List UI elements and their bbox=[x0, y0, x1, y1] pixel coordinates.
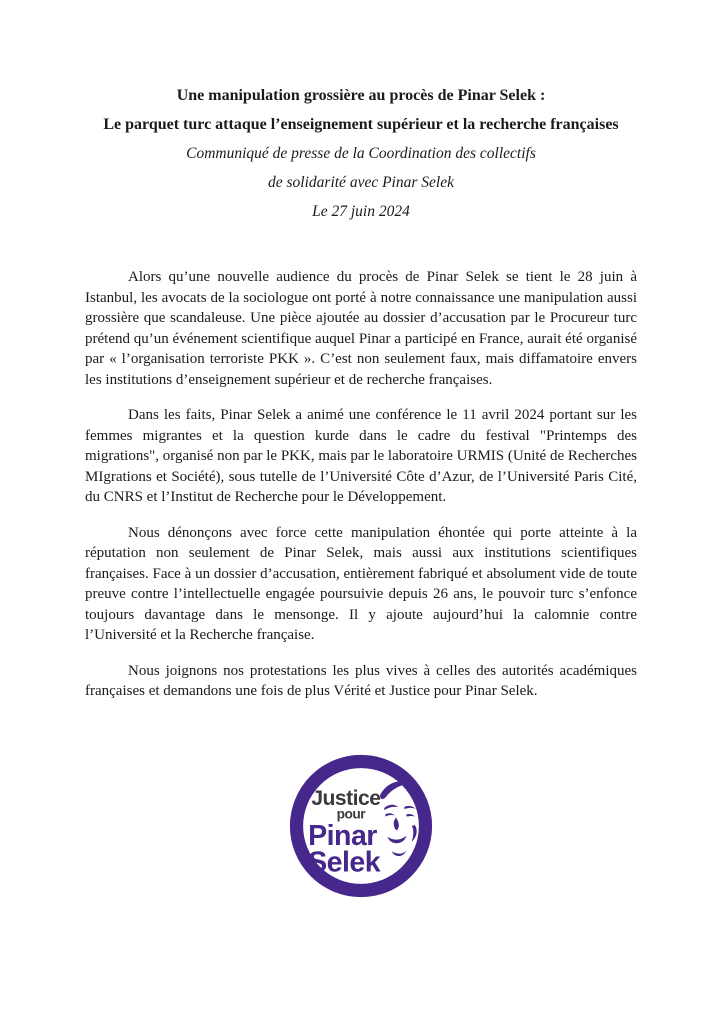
date-line: Le 27 juin 2024 bbox=[312, 203, 410, 220]
body-text bbox=[85, 267, 637, 702]
logo-word-pinar: Pinar bbox=[308, 819, 377, 852]
paragraph-3: Nous dénonçons avec force cette manipulation éhontée qui porte atteinte à la réputation non seulement de Pinar Selek, mais aussi aux institutions scientifiques françaises. Face à un dossier d’accusation, entièrement fabriqué et absolument vide de toute preuve contre l’intellectuelle engagée poursuivie depuis 26 ans, le pouvoir turc s’enfonce toujours davantage dans le mensonge. Il y ajoute aujourd’hui la calomnie contre l’Université et la Recherche française. bbox=[85, 524, 637, 643]
subtitle-line-2: de solidarité avec Pinar Selek bbox=[268, 174, 454, 191]
paragraph-1: Alors qu’une nouvelle audience du procès de Pinar Selek se tient le 28 juin à Istanbul, les avocats de la sociologue ont porté à notre connaissance une manipulation aussi grossière que scandaleuse. Une pièce ajoutée au dossier d’accusation par le Procureur turc prétend qu’un événement scientifique auquel Pinar a participé en France, aurait été organisé par « l’organisation terroriste PKK ». C’est non seulement faux, mais diffamatoire envers les institutions d’enseignement supérieur et de recherche françaises. bbox=[85, 269, 637, 388]
title-line-2: Le parquet turc attaque l’enseignement supérieur et la recherche françaises bbox=[103, 116, 619, 133]
logo-word-pour: pour bbox=[336, 806, 366, 822]
logo-word-selek: Şelek bbox=[308, 845, 381, 878]
paragraph-2: Dans les faits, Pinar Selek a animé une conférence le 11 avril 2024 portant sur les femmes migrantes et la question kurde dans le cadre du festival "Printemps des migrations", organisé non par le PKK, mais par le laboratoire URMIS (Unité de Recherches MIgrations et Société), sous tutelle de l’Université Côte d’Azur, de l’Université Paris Cité, du CNRS et l’Institut de Recherche pour le Développement. bbox=[85, 407, 637, 505]
title-line-1: Une manipulation grossière au procès de Pinar Selek : bbox=[176, 87, 546, 104]
subtitle-line-1: Communiqué de presse de la Coordination des collectifs bbox=[186, 145, 536, 162]
paragraph-4: Nous joignons nos protestations les plus vives à celles des autorités académiques françaises et demandons une fois de plus Vérité et Justice pour Pinar Selek. bbox=[85, 662, 637, 699]
justice-pour-pinar-selek-logo bbox=[85, 752, 637, 900]
logo-word-justice: Justice bbox=[311, 786, 381, 810]
logo-badge-icon bbox=[287, 752, 435, 900]
